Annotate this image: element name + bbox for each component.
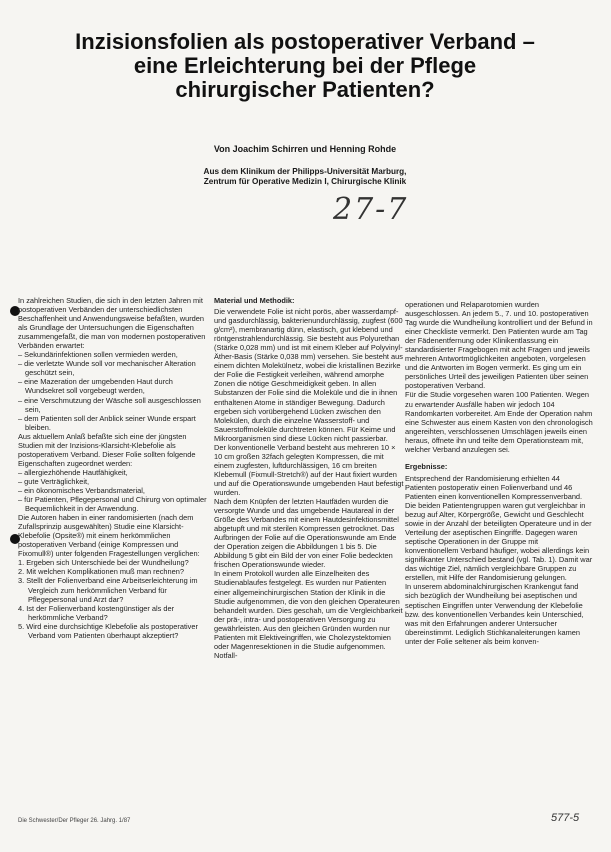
- article-title: [40, 30, 570, 102]
- authors: Von Joachim Schirren und Henning Rohde: [213, 144, 397, 154]
- questions-list: [18, 558, 208, 639]
- column-1: [18, 296, 208, 640]
- properties-list: [18, 468, 208, 513]
- list-item: – allergiezhöhende Hautfähigkeit,: [18, 467, 128, 477]
- affiliation-line-2: Zentrum für Operative Medizin I, Chirurgische Klinik: [203, 177, 407, 186]
- page-footer: Die Schwester/Der Pfleger 26. Jahrg. 1/87: [18, 818, 131, 824]
- handwritten-note: 27-7: [333, 192, 409, 227]
- list-item: – für Patienten, Pflegepersonal und Chirurg von optimaler Bequemlichkeit in der Anwendung.: [18, 495, 207, 514]
- requirements-list: [18, 350, 208, 431]
- list-item: – Sekundärinfektionen sollen vermieden werden,: [18, 350, 178, 360]
- list-item: – ein ökonomisches Verbandsmaterial,: [18, 485, 145, 495]
- title-line-3: chirurgischer Patienten?: [175, 77, 435, 102]
- column-2: [214, 296, 404, 660]
- title-line-1: Inzisionsfolien als postoperativer Verband –: [75, 29, 535, 54]
- list-item: 4. Ist der Folienverband kostengünstiger als der herkömmliche Verband?: [18, 603, 175, 622]
- paragraph: Der konventionelle Verband besteht aus mehreren 10 × 10 cm großen 32fach gelegten Kompressen, die mit einem zugfesten, luftdurchlässigen, 16 cm breiten Klebemull (Fixmull-Stretch®) auf der Haut fixiert wurden und auf die Operationswunde umgebenden Haut befestigt wurden.: [214, 442, 404, 497]
- list-item: 5. Wird eine durchsichtige Klebefolie als postoperativer Verband vom Patienten überhaupt akzeptiert?: [18, 621, 198, 640]
- list-item: – eine Mazeration der umgebenden Haut durch Wundsekret soll vorgebeugt werden,: [18, 377, 173, 396]
- paragraph: Aus aktuellem Anlaß befaßte sich eine der jüngsten Studien mit der Inzisions-Klarsicht-Klebefolie als postoperativem Verband. Dieser Folie sollten folgende Eigenschaften zugeordnet werden:: [18, 431, 196, 468]
- paragraph: Nach dem Knüpfen der letzten Hautfäden wurden die versorgte Wunde und das umgebende Hautareal in der Größe des Verbandes mit einem Hautdesinfektionsmittel abgetupft und mit sterilen Kompressen getrocknet. Das Aufbringen der Folie auf die Operationswunde am Ende der Operation zeigen die Abbildungen 1 bis 5. Die Abbildung 5 gibt ein Bild der von einer Folie bedeckten frischen Operationswunde wieder.: [214, 497, 399, 570]
- page-mark: 577-5: [551, 812, 580, 824]
- paragraph: operationen und Relaparotomien wurden ausgeschlossen. An jedem 5., 7. und 10. postoperativen Tag wurde die Wundheilung kontrolliert und der Befund in einer Checkliste vermerkt. Den Patienten wurde am Tag der Fädenentfernung oder Klinikentlassung ein standardisierter Fragebogen mit acht Fragen und jeweils mehreren Antwortmöglichkeiten angeboten, vorgelesen und die Antworten im Bogen vermerkt. Es ging um ein persönliches Urteil des jeweiligen Patienten über seinen postoperativen Verband.: [405, 300, 593, 391]
- list-item: 2. Mit welchen Komplikationen muß man rechnen?: [18, 567, 184, 577]
- list-item: – eine Verschmutzung der Wäsche soll ausgeschlossen sein,: [18, 395, 201, 414]
- affiliation-line-1: Aus dem Klinikum der Philipps-Universität Marburg,: [203, 167, 407, 176]
- title-line-2: eine Erleichterung bei der Pflege: [133, 53, 477, 78]
- affiliation: [60, 167, 550, 187]
- intro-paragraph: In zahlreichen Studien, die sich in den letzten Jahren mit postoperativen Verbänden der unterschiedlichsten Beschaffenheit und Anwendungsweise befaßten, wurden als Grundlage der Untersuchungen die Eigenschaften zusammengefaßt, die man von modernen postoperativen Verbänden erwartet:: [18, 296, 206, 351]
- list-item: 1. Ergeben sich Unterschiede bei der Wundheilung?: [18, 558, 189, 568]
- list-item: – gute Verträglichkeit,: [18, 476, 90, 486]
- paragraph: Die Autoren haben in einer randomisierten (nach dem Zufallsprinzip ausgewählten) Studie eine Klarsicht-Klebefolie (Opsite®) mit einem herkömmlichen postoperativen Verband (einige Kompressen und Fixomull®) unter folgenden Fragestellungen verglichen:: [18, 513, 200, 559]
- list-item: – die verletzte Wunde soll vor mechanischer Alteration geschützt sein,: [18, 359, 196, 378]
- paragraph: In unserem abdominalchirurgischen Krankengut fand sich bezüglich der Wundheilung bei aseptischen und septischen Eingriffen unter Verwendung der Klebefolie bzw. des konventionellen Verbandes kein Unterschied, was mit den Erfahrungen anderer Untersucher übereinstimmt. Lediglich Stichkanaleiterungen kamen unter der Folie seltener als beim konven-: [405, 582, 584, 646]
- column-3: [405, 300, 593, 646]
- section-heading: Material und Methodik:: [214, 296, 295, 305]
- section-heading: Ergebnisse:: [405, 461, 448, 471]
- list-item: 3. Stellt der Folienverband eine Arbeitserleichterung im Vergleich zum herkömmlichen Verband für Pflegepersonal und Arzt dar?: [18, 576, 198, 604]
- paragraph: Die verwendete Folie ist nicht porös, aber wasserdampf- und gasdurchlässig, bakterienundurchlässig, zugfest (600 g/cm²), membranartig dünn, elastisch, gut klebend und röntgenstrahlendurchlässig. Sie besteht aus Polyurethan (Stärke 0,028 mm) und ist mit einem Kleber auf Polyvinyl-Äther-Basis (Stärke 0,038 mm) versehen. Sie besteht aus einem dichten Molekülnetz, wobei die kristallinen Bezirke der Folie die Festigkeit verleihen, während amorphe Zonen die nötige Geschmeidigkeit geben. In allen Substanzen der Folie sind die Moleküle und die in ihnen enthaltenen Atome in ständiger Bewegung. Dadurch ergeben sich vorübergehend Lücken zwischen den Molekülen, durch die einzelne Wasserstoff- und Sauerstoffmoleküle durchtreten können. Für Keime und Mikroorganismen sind diese Lücken nicht passierbar.: [214, 307, 403, 443]
- list-item: – dem Patienten soll der Anblick seiner Wunde erspart bleiben.: [18, 413, 196, 432]
- paragraph: In einem Protokoll wurden alle Einzelheiten des Studienablaufes festgelegt. Es wurden nur Patienten einer allgemeinchirurgischen Station der Klinik in die Studie aufgenommen, die von den gleichen Operateuren behandelt wurden. Dies geschah, um die Vergleichbarkeit der prä-, intra- und postoperativen Versorgung zu gewährleisten. Aus den gleichen Gründen wurden nur Patienten mit Elektiveingriffen, wie Cholezystektomien oder Magenresektionen in die Studie aufgenommen. Notfall-: [214, 569, 403, 660]
- paragraph: Entsprechend der Randomisierung erhielten 44 Patienten postoperativ einen Folienverband und 46 Patienten einen konventionellen Kompressenverband. Die beiden Patientengruppen waren gut vergleichbar in bezug auf Alter, Körpergröße, Gewicht und Geschlecht sowie in der Anzahl der beteiligten Operateure und in der Verteilung der aseptischen Eingriffe. Dagegen waren septische Operationen in der Gruppe mit konventionellem Verband häufiger, wobei allerdings kein signifikanter Unterschied bestand (vgl. Tab. 1). Damit war das wichtige Ziel, nämlich vergleichbare Gruppen zu erstellen, mit Hilfe der Randomisierung gelungen.: [405, 473, 593, 583]
- paragraph: Für die Studie vorgesehen waren 100 Patienten. Wegen zu erwartender Ausfälle haben wir jedoch 104 Randomkarten vorbereitet. Am Ende der Operation nahm eine Schwester aus einem Kasten von den chronologisch angereihten, verschlossenen Umschlägen jeweils einen heraus, öffnete ihn und teilte dem Operationsteam mit, welcher Verband anzulegen sei.: [405, 390, 593, 454]
